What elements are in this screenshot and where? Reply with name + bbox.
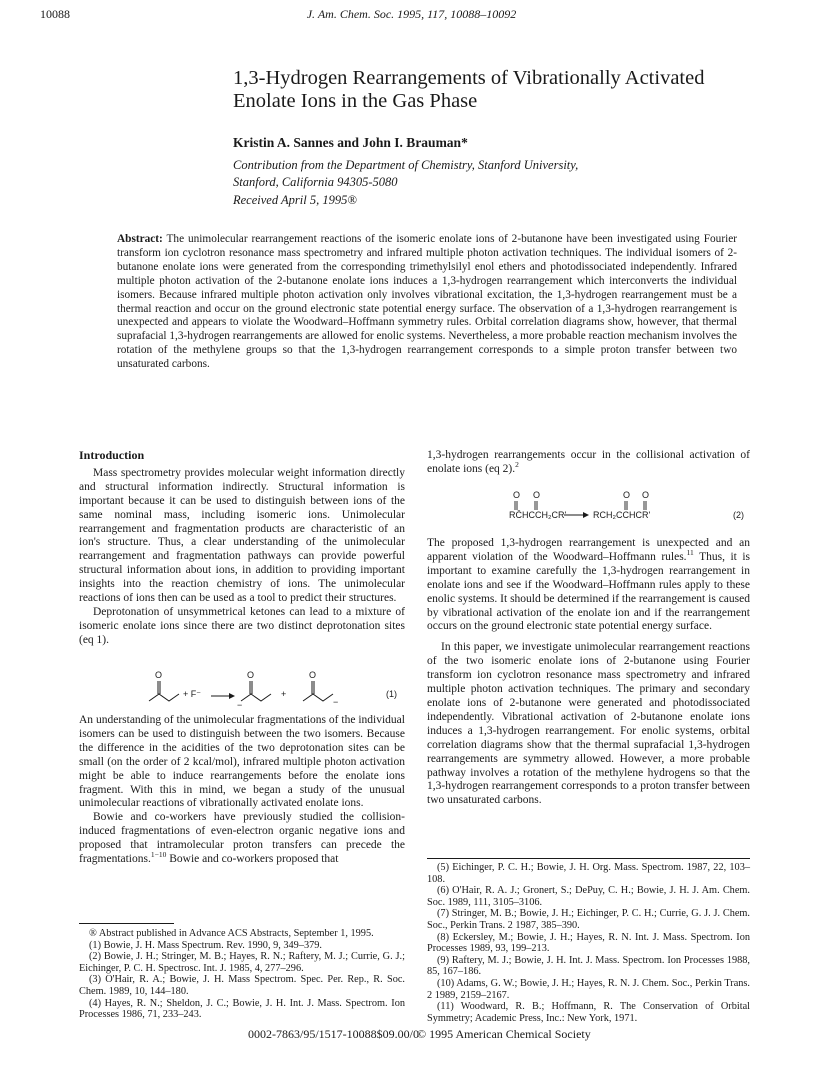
intro-paragraph-2: Deprotonation of unsymmetrical ketones can lead to a mixture of isomeric enolate ions since there are two distinct deprotonation sites (eq 1). — [79, 605, 405, 646]
equation-2-number: (2) — [733, 510, 744, 520]
right-footnotes — [427, 862, 750, 1024]
footer-copyright: © 1995 American Chemical Society — [417, 1027, 591, 1041]
article-title: 1,3-Hydrogen Rearrangements of Vibrationally Activated Enolate Ions in the Gas Phase — [233, 67, 705, 112]
right-column-bottom — [427, 537, 750, 808]
intro-paragraph-4-tail: Bowie and co-workers proposed that — [166, 853, 339, 866]
enolate-1-skeleton — [241, 694, 271, 701]
equation-2 — [427, 490, 750, 530]
footnote-5: (5) Eichinger, P. C. H.; Bowie, J. H. Org. Mass. Spectrom. 1987, 22, 103–108. — [427, 862, 750, 885]
equation-1-plus: + — [281, 689, 287, 699]
right-paragraph-1 — [427, 449, 750, 477]
footnote-9: (9) Raftery, M. J.; Bowie, J. H. Int. J. Mass. Spectrom. Ion Processes 1988, 85, 167–186. — [427, 954, 750, 978]
equation-2-oxygen-1: O — [513, 490, 521, 500]
enolate-2-skeleton — [303, 694, 333, 701]
footnote-3: (3) O'Hair, R. A.; Bowie, J. H. Mass Spectrom. Spec. Per. Rep., R. Soc. Chem. 1989, 10, 144–180. — [79, 974, 405, 997]
intro-paragraph-4-ref: 1−10 — [150, 850, 167, 860]
equation-1-structures — [79, 663, 405, 713]
footnote-7: (7) Stringer, M. B.; Bowie, J. H.; Eichinger, P. C. H.; Currie, G. J. J. Chem. Soc., Perkin Trans. 2 1987, 385–390. — [427, 908, 750, 931]
equation-2-bonds — [427, 490, 750, 530]
equation-1-number: (1) — [386, 689, 397, 699]
right-paragraph-3: In this paper, we investigate unimolecular rearrangement reactions of the two isomeric enolate ions of 2-butanone using Fourier transform ion cyclotron resonance mass spectrometry and infrared multiple photon activation techniques. The primary and secondary enolate ions of 2-butanone were generated and photodissociated independently. Vibrational activation of 2-butanone enolate ions induces a 1,3-hydrogen rearrangement. For enolic systems, orbital correlation diagrams show that the thermal suprafacial 1,3-hydrogen rearrangements are symmetry allowed. However, a more probable pathway involves a rotation of the methylene hydrogens so that the 1,3-hydrogen rearrangement corresponds to a proton transfer between two unsaturated carbons. — [427, 641, 750, 807]
equation-2-arrow-head — [583, 512, 589, 518]
right-paragraph-2-text: The proposed 1,3-hydrogen rearrangement is unexpected and an apparent violation of the Woodward–Hoffmann rules. — [427, 537, 750, 563]
reaction-arrow-head — [229, 693, 235, 699]
right-paragraph-1-ref: 2 — [515, 460, 519, 470]
right-paragraph-2-ref: 11 — [686, 548, 694, 558]
footnote-8: (8) Eckersley, M.; Bowie, J. H.; Hayes, R. N. Int. J. Mass. Spectrom. Ion Processes 1989, 93, 199–213. — [427, 931, 750, 955]
intro-paragraph-3: An understanding of the unimolecular fragmentations of the individual isomers can be used to distinguish between the two isomers. Because the difference in the acidities of the two deprotonation sites can be small (on the order of 2 kcal/mol), infrared multiple photon activation might be able to induce rearrangements before the enolate ions fragment. With this in mind, we began a study of the unusual unimolecular reactions of vibrationally activated enolate ions. — [79, 714, 405, 810]
page-number: 10088 — [40, 7, 70, 21]
affiliation — [233, 157, 693, 191]
abstract-text: The unimolecular rearrangement reactions of the isomeric enolate ions of 2-butanone have been investigated using Fourier transform ion cyclotron resonance mass spectrometry and infrared multiple photon activation techniques. The individual isomers of 2-butanone enolate ions were generated from the corresponding trimethylsilyl enol ethers and photodissociated independently. Infrared multiple photon activation of the 2-butanone enolate ions induces a 1,3-hydrogen rearrangement which interconverts the individual isomers. Because infrared multiple photon activation only involves vibrational excitation, the 1,3-hydrogen rearrangement must be a thermal reaction and occur on the ground electronic state potential energy surface. The observation of a 1,3-hydrogen rearrangement is unexpected and appears to violate the Woodward–Hoffmann symmetry rules. Orbital correlation diagrams show, however, that thermal suprafacial 1,3-hydrogen rearrangements are allowed for enolic systems. Nevertheless, a more probable reaction mechanism involves the rotation of the methylene groups so that the 1,3-hydrogen rearrangement corresponds to a simple proton transfer between two unsaturated carbons. — [117, 233, 737, 371]
intro-paragraph-1: Mass spectrometry provides molecular weight information directly and structural information indirectly. Structural information is important because it can be used to distinguish between ions of the same nominal mass, including isomeric ions. Unimolecular rearrangement and fragmentation products are characteristic of an ion's structure. Thus, a clear understanding of the unimolecular rearrangement and fragmentation pathways can provide powerful structural information about ions, in addition to providing important insights into the reaction chemistry of ions. The unimolecular reactions of ions then can be used as a tool to predict their structures. — [79, 466, 405, 605]
equation-2-oxygen-3: O — [623, 490, 631, 500]
equation-2-product: RCH₂CCHCR' — [593, 510, 651, 520]
footnote-2: (2) Bowie, J. H.; Stringer, M. B.; Hayes, R. N.; Raftery, M. J.; Currie, G. J.; Eichinger, P. C. H. Spectrosc. Int. J. 1985, 4, 277–296. — [79, 951, 405, 974]
intro-paragraph-4 — [79, 811, 405, 867]
footnote-10: (10) Adams, G. W.; Bowie, J. H.; Hayes, R. N. J. Chem. Soc., Perkin Trans. 2 1989, 2159–2167. — [427, 977, 750, 1001]
intro-paragraph-4-text: Bowie and co-workers have previously studied the collision-induced fragmentations of even-electron organic negative ions and proposed that intramolecular proton transfers can precede the fragmentations. — [79, 811, 405, 866]
footnote-abstract-published: ® Abstract published in Advance ACS Abstracts, September 1, 1995. — [89, 928, 374, 939]
enolate-1-oxygen: O — [247, 670, 255, 680]
left-footnotes — [79, 928, 405, 1021]
right-paragraph-2-tail: Thus, it is important to examine carefully the 1,3-hydrogen rearrangement in enolate ions and see if the Woodward–Hoffmann rules apply to these enolic systems. It should be determined if the rearrangement is caused by vibrational activation of the enolate ion and if the rearrangement occurs on the ground electronic state potential energy surface. — [427, 550, 750, 633]
equation-2-oxygen-4: O — [642, 490, 650, 500]
enolate-2-oxygen: O — [309, 670, 317, 680]
footnote-11: (11) Woodward, R. B.; Hoffmann, R. The Conservation of Orbital Symmetry; Academic Press, Inc.: New York, 1971. — [427, 1001, 750, 1024]
affiliation-line-2: Stanford, California 94305-5080 — [233, 175, 398, 189]
abstract — [117, 233, 737, 372]
footnote-rule-left — [79, 923, 174, 924]
equation-1-plus-fluoride: + F⁻ — [183, 689, 202, 699]
right-paragraph-2 — [427, 537, 750, 634]
left-column-top — [79, 449, 405, 648]
butanone-oxygen: O — [155, 670, 163, 680]
equation-1 — [79, 663, 405, 713]
enolate-1-charge: − — [237, 700, 243, 710]
article-authors: Kristin A. Sannes and John I. Brauman* — [233, 135, 468, 150]
section-heading-introduction: Introduction — [79, 448, 145, 462]
affiliation-line-1: Contribution from the Department of Chemistry, Stanford University, — [233, 158, 579, 172]
footnote-1: (1) Bowie, J. H. Mass Spectrum. Rev. 1990, 9, 349–379. — [89, 939, 322, 951]
equation-2-oxygen-2: O — [533, 490, 541, 500]
right-paragraph-1-text: 1,3-hydrogen rearrangements occur in the collisional activation of enolate ions (eq 2). — [427, 449, 750, 475]
received-date: Received April 5, 1995® — [233, 193, 357, 207]
butanone-skeleton — [149, 694, 179, 701]
footnote-6: (6) O'Hair, R. A. J.; Gronert, S.; DePuy, C. H.; Bowie, J. H. J. Am. Chem. Soc. 1989, 111, 3105–3106. — [427, 885, 750, 908]
right-column-top — [427, 449, 750, 477]
footnote-rule-right — [427, 858, 750, 859]
footnote-4: (4) Hayes, R. N.; Sheldon, J. C.; Bowie, J. H. Int. J. Mass. Spectrom. Ion Processes 1986, 71, 233–243. — [79, 997, 405, 1021]
enolate-2-charge: − — [333, 697, 339, 707]
equation-2-reactant: RC̄HCCH₂CR' — [509, 510, 567, 520]
abstract-label: Abstract: — [117, 233, 163, 245]
journal-citation: J. Am. Chem. Soc. 1995, 117, 10088–10092 — [306, 7, 517, 21]
footer-identifier: 0002-7863/95/1517-10088$09.00/0 — [248, 1027, 419, 1041]
left-column-bottom — [79, 714, 405, 867]
